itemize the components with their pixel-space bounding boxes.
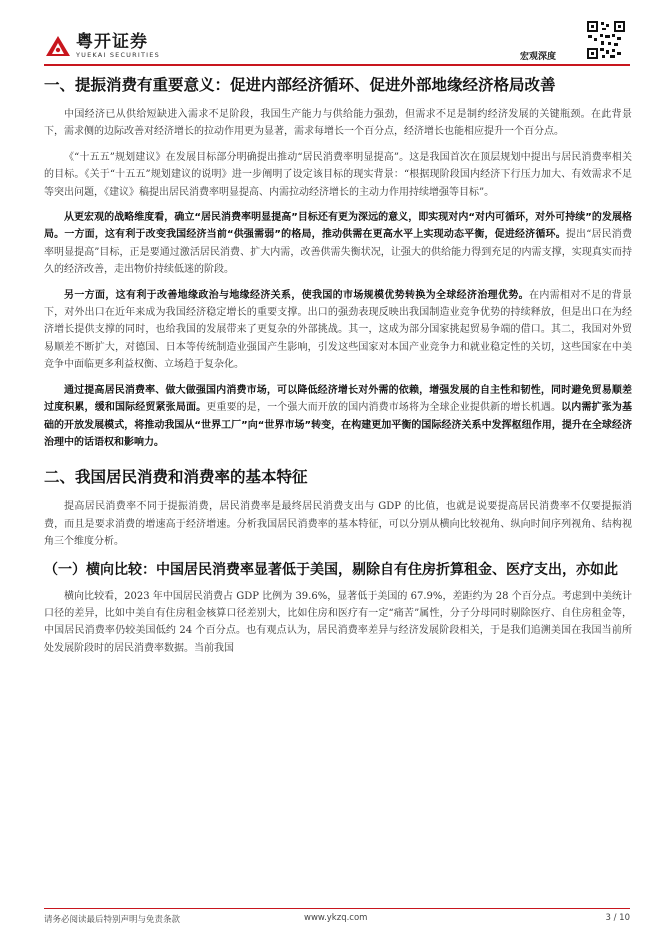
brand-logo xyxy=(44,33,160,59)
page-footer xyxy=(44,913,630,929)
text-run: 横向比较看，2023 年中国居民消费占 GDP 比例为 39.6%，显著低于美国的 67.9%，差距约为 28 个百分点。考虑到中美统计口径的差异，比如中美自有住房租金核算口径差别大，比如住房和医疗有一定“痛苦”属性，分子分母同时剔除医疗、自住房租金等，中国居民消费率仍较美国低约 24 个百分点。也有观点认为，居民消费率差异与经济发展阶段相关，于是我们追溯美国在我国当前所处发展阶段时的居民消费率数据。当前我国 xyxy=(44,590,632,654)
text-run: 《“十五五”规划建议》在发展目标部分明确提出推动“居民消费率明显提高”。这是我国首次在顶层规划中提出与居民消费率相关的目标。《关于“十五五”规划建议的说明》进一步阐明了设定该目标的现实背景：“根据现阶段国内经济下行压力加大、有效需求不足等突出问题，《建议》稿提出居民消费率明显提高、内需拉动经济增长的主动力作用持续增强等目标”。 xyxy=(44,151,632,198)
bold-text-run: 以内需扩张为基础的开放发展模式，将推动我国从“世界工厂”向“世界市场”转变，在构建更加平衡的国际经济关系中发挥枢纽作用，提升在全球经济治理中的话语权和影响力。 xyxy=(44,402,633,448)
footer-disclaimer: 请务必阅读最后特别声明与免责条款 xyxy=(44,915,181,925)
bold-text-run: 另一方面，这有利于改善地缘政治与地缘经济关系，使我国的市场规模优势转换为全球经济治理优势。 xyxy=(64,289,529,301)
yuekai-logo-icon xyxy=(44,34,72,58)
footer-divider xyxy=(44,908,630,909)
text-run: 在内需相对不足的背景下，对外出口在近年来成为我国经济稳定增长的重要支撑。出口的强劲表现反映出我国制造业竞争优势的持续释放，但是出口在为经济增长提供支撑的同时，也给我国的发展带来了更复杂的外部挑战。其一，这成为部分国家挑起贸易争端的借口。其二，我国对外贸易顺差不断扩大，对德国、日本等传统制造业强国产生影响，引发这些国家对本国产业竞争力和就业稳定性的关切，这些国家在中美竞争中面临更多利益权衡、立场趋于复杂化。 xyxy=(44,289,633,371)
text-run: 提高居民消费率不同于提振消费，居民消费率是最终居民消费支出与 GDP 的比值，也就是说要提高居民消费率不仅要提振消费，而且是要求消费的增速高于经济增速。分析我国居民消费率的基本特征，可以分别从横向比较视角、纵向时间序列视角、结构视角三个维度分析。 xyxy=(44,501,632,548)
bold-text-run: 从更宏观的战略维度看，确立“居民消费率明显提高”目标还有更为深远的意义，即实现对内“对内可循环，对外可持续”的发展格局。一方面，这有利于改变我国经济当前“供强需弱”的格局，推动供需在更高水平上实现动态平衡，促进经济循环。 xyxy=(44,212,632,241)
page-header xyxy=(0,0,662,70)
footer-website: www.ykzq.com xyxy=(304,913,368,923)
subsection-heading: （一）横向比较：中国居民消费率显著低于美国，剔除自有住房折算租金、医疗支出，亦如此 xyxy=(44,561,618,578)
report-type-label: 宏观深度 xyxy=(520,52,557,62)
body-paragraph xyxy=(44,287,632,374)
header-divider xyxy=(44,64,630,66)
text-run: 中国经济已从供给短缺进入需求不足阶段，我国生产能力与供给能力强劲，但需求不足是制约经济发展的关键瓶颈。在此背景下，需求侧的边际改善对经济增长的拉动作用更为显著，需求每增长一个百分点，经济增长也能相应提升一个百分点。 xyxy=(44,109,632,138)
body-paragraph xyxy=(44,498,632,550)
body-paragraph xyxy=(44,106,632,141)
text-run: 提出“居民消费率明显提高”目标，正是要通过激活居民消费、扩大内需，改善供需失衡状况，让强大的供给能力得到充足的内需支撑，实现真实而持久的经济改善，走出物价持续低迷的阶段。 xyxy=(44,229,632,276)
body-paragraph xyxy=(44,149,632,201)
text-run: 更重要的是，一个强大而开放的国内消费市场将为全球企业提供新的增长机遇。 xyxy=(206,402,562,414)
brand-name-en: YUEKAI SECURITIES xyxy=(76,51,160,59)
report-body xyxy=(44,73,632,665)
section-heading: 一、提振消费有重要意义：促进内部经济循环、促进外部地缘经济格局改善 xyxy=(44,76,556,94)
bold-text-run: 通过提高居民消费率、做大做强国内消费市场，可以降低经济增长对外需的依赖，增强发展的自主性和韧性，同时避免贸易顺差过度积累，缓和国际经贸紧张局面。 xyxy=(44,384,632,414)
section-heading: 二、我国居民消费和消费率的基本特征 xyxy=(44,468,308,487)
qr-code-icon xyxy=(586,20,626,60)
body-paragraph xyxy=(44,209,632,279)
body-paragraph xyxy=(44,382,632,452)
brand-name-cn: 粤开证券 xyxy=(76,32,148,52)
body-paragraph xyxy=(44,588,632,658)
footer-page-number: 3 / 10 xyxy=(605,913,630,923)
